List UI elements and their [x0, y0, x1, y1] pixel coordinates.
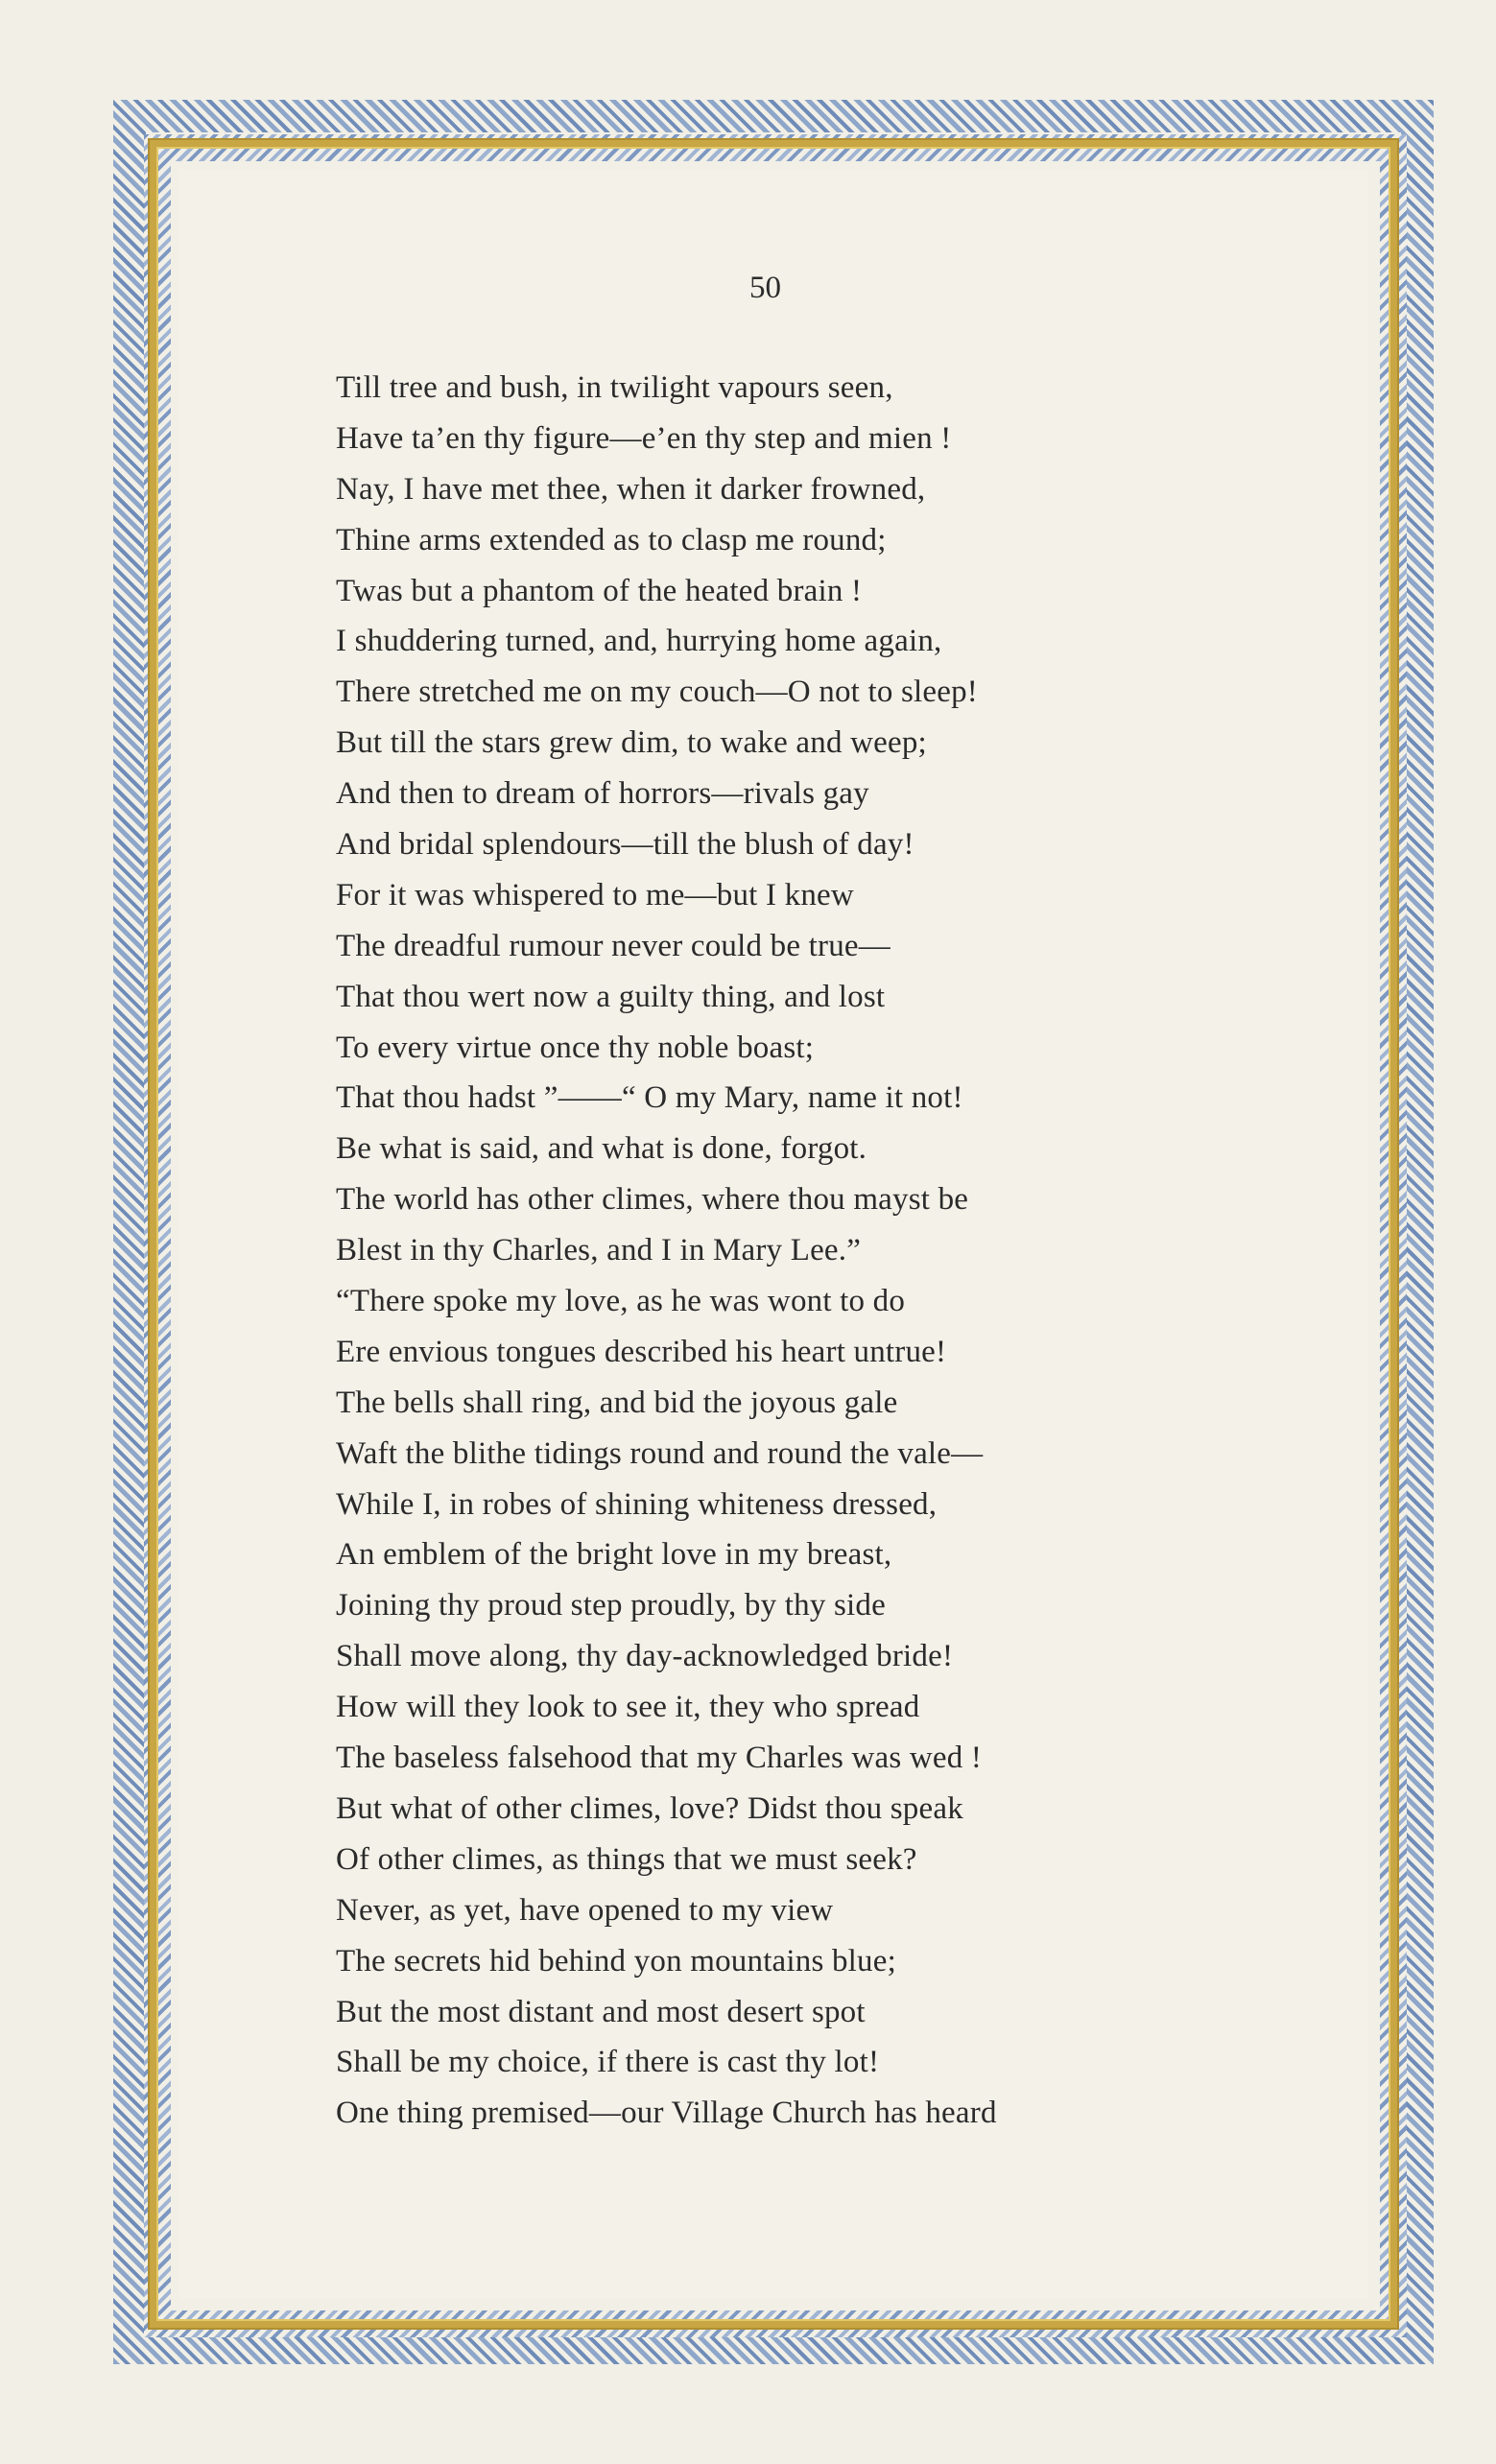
- poem-line: Of other climes, as things that we must seek?: [336, 1841, 917, 1877]
- poem-line: But till the stars grew dim, to wake and weep;: [336, 725, 927, 761]
- poem-text: [336, 363, 1199, 2139]
- poem-line: The dreadful rumour never could be true—: [336, 928, 890, 963]
- poem-line: I shuddering turned, and, hurrying home again,: [336, 624, 942, 659]
- poem-line: To every virtue once thy noble boast;: [336, 1030, 815, 1065]
- poem-line: Thine arms extended as to clasp me round;: [336, 522, 887, 557]
- poem-line: But the most distant and most desert spot: [336, 1994, 866, 2029]
- poem-line: And bridal splendours—till the blush of day!: [336, 827, 914, 863]
- poem-line: Ere envious tongues described his heart untrue!: [336, 1334, 947, 1369]
- poem-line: For it was whispered to me—but I knew: [336, 877, 854, 912]
- poem-line: Never, as yet, have opened to my view: [336, 1892, 834, 1928]
- poem-line: Joining thy proud step proudly, by thy side: [336, 1588, 886, 1623]
- poem-line: One thing premised—our Village Church has heard: [336, 2096, 997, 2131]
- poem-line: And then to dream of horrors—rivals gay: [336, 776, 869, 812]
- poem-line: Till tree and bush, in twilight vapours seen,: [336, 370, 893, 405]
- poem-line: Shall be my choice, if there is cast thy lot!: [336, 2045, 880, 2080]
- poem-line: While I, in robes of shining whiteness dressed,: [336, 1486, 938, 1522]
- poem-line: Nay, I have met thee, when it darker frowned,: [336, 471, 926, 507]
- poem-line: Waft the blithe tidings round and round the vale—: [336, 1435, 984, 1471]
- poem-line: Have ta’en thy figure—e’en thy step and mien !: [336, 420, 952, 456]
- poem-line: That thou wert now a guilty thing, and lost: [336, 979, 886, 1014]
- poem-line: Be what is said, and what is done, forgot.: [336, 1131, 867, 1167]
- poem-line: The secrets hid behind yon mountains blue;: [336, 1943, 896, 1978]
- poem-line: An emblem of the bright love in my breast,: [336, 1537, 892, 1573]
- poem-line: Twas but a phantom of the heated brain !: [336, 573, 863, 608]
- page-number: 50: [749, 271, 781, 305]
- poem-line: The bells shall ring, and bid the joyous gale: [336, 1385, 898, 1420]
- poem-line: “There spoke my love, as he was wont to do: [336, 1284, 906, 1319]
- poem-line: How will they look to see it, they who spread: [336, 1690, 920, 1725]
- poem-line: The world has other climes, where thou mayst be: [336, 1182, 969, 1218]
- poem-line: There stretched me on my couch—O not to sleep!: [336, 675, 978, 710]
- poem-line: Shall move along, thy day-acknowledged bride!: [336, 1639, 954, 1674]
- poem-line: That thou hadst ”——“ O my Mary, name it not!: [336, 1080, 963, 1116]
- poem-line: But what of other climes, love? Didst thou speak: [336, 1790, 963, 1826]
- poem-line: Blest in thy Charles, and I in Mary Lee.”: [336, 1233, 862, 1268]
- poem-line: The baseless falsehood that my Charles was wed !: [336, 1741, 983, 1776]
